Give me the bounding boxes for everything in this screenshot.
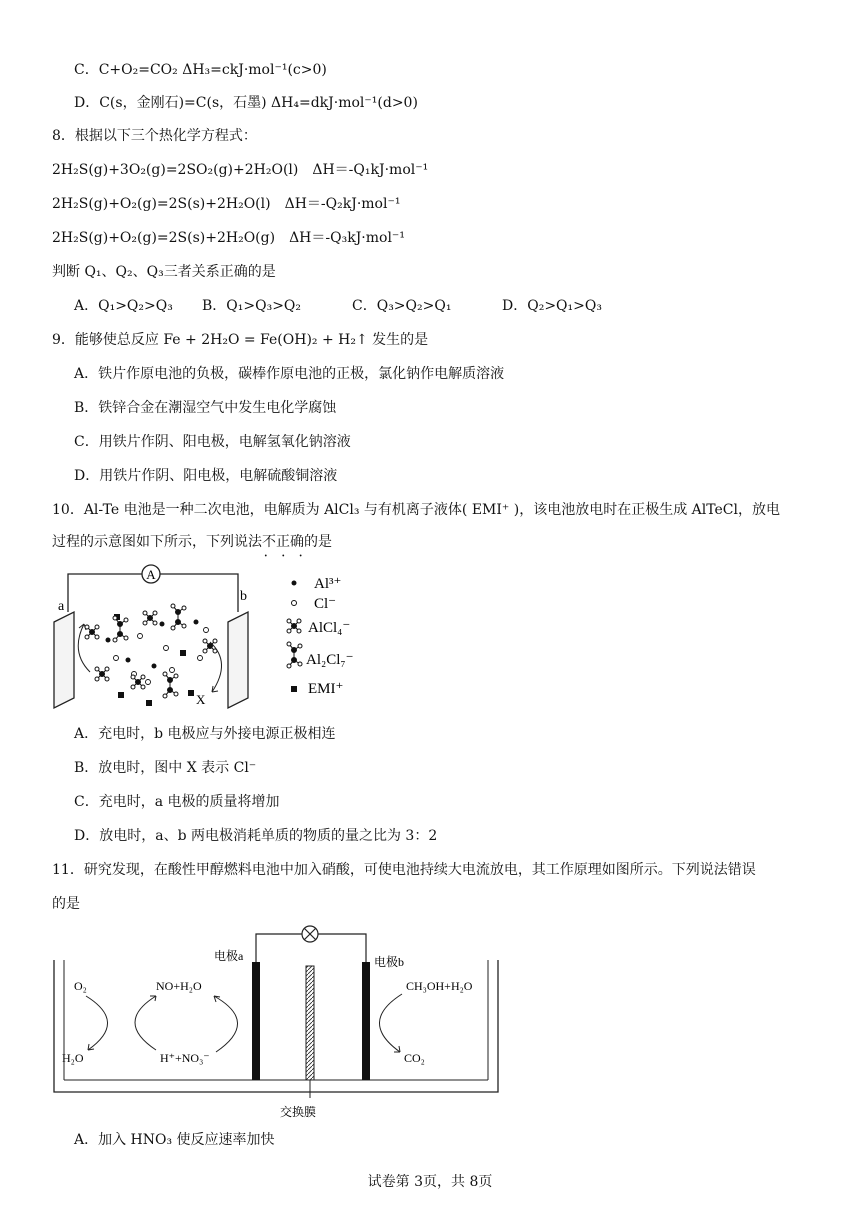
q11-option-a: A．加入 HNO₃ 使反应速率加快 [74, 1132, 275, 1148]
q8-equation-1: 2H₂S(g)+3O₂(g)=2SO₂(g)+2H₂O(l) ΔH＝-Q₁kJ·mol⁻¹ [52, 162, 429, 178]
methanol-fuel-cell-diagram [48, 922, 504, 1122]
electrode-a [252, 962, 260, 1080]
q10-emphasis: 不正确 • • • [262, 534, 304, 550]
q8-question: 判断 Q₁、Q₂、Q₃三者关系正确的是 [52, 264, 276, 280]
q8-option-d: D．Q₂>Q₁>Q₃ [502, 298, 602, 314]
electrode-a-label: 电极a [214, 949, 244, 963]
q9-stem: 9．能够使总反应 Fe + 2H₂O = Fe(OH)₂ + H₂↑ 发生的是 [52, 332, 429, 348]
q8-equation-3: 2H₂S(g)+O₂(g)=2S(s)+2H₂O(g) ΔH＝-Q₃kJ·mol⁻¹ [52, 230, 405, 246]
al-te-battery-diagram [50, 562, 370, 712]
q10-option-c: C．充电时，a 电极的质量将增加 [74, 794, 280, 810]
no-h2o-label: NO+H₂O [156, 979, 202, 993]
q7-option-c: C．C+O₂=CO₂ ΔH₃=ckJ·mol⁻¹(c>0) [74, 62, 327, 78]
electrode-b-label: 电极b [374, 955, 405, 969]
q8-option-b: B．Q₁>Q₃>Q₂ [202, 298, 302, 314]
membrane-label: 交换膜 [280, 1105, 317, 1119]
q8-option-c: C．Q₃>Q₂>Q₁ [352, 298, 452, 314]
electrode-b [228, 612, 248, 708]
q8-equation-2: 2H₂S(g)+O₂(g)=2S(s)+2H₂O(l) ΔH＝-Q₂kJ·mol⁻¹ [52, 196, 401, 212]
co2-label: CO₂ [404, 1051, 425, 1065]
ammeter-label: A [146, 567, 156, 582]
q9-option-b: B．铁锌合金在潮湿空气中发生电化学腐蚀 [74, 400, 337, 416]
q10-option-d: D．放电时，a、b 两电极消耗单质的物质的量之比为 3：2 [74, 828, 438, 844]
q9-option-d: D．用铁片作阴、阳电极，电解硫酸铜溶液 [74, 468, 338, 484]
legend-emi: EMI⁺ [308, 681, 344, 697]
q7-option-d: D．C(s，金刚石)=C(s，石墨) ΔH₄=dkJ·mol⁻¹(d>0) [74, 95, 418, 111]
q10-option-a: A．充电时，b 电极应与外接电源正极相连 [74, 726, 336, 742]
q10-stem-end: 的是 [304, 534, 332, 550]
o2-label: O₂ [74, 979, 87, 993]
legend-alcl4: AlCl₄⁻ [308, 620, 351, 636]
electrode-b [362, 962, 370, 1080]
q10-stem-text: 过程的示意图如下所示，下列说法 [52, 534, 262, 550]
q11-stem-line2: 的是 [52, 896, 80, 912]
electrode-b-label: b [240, 589, 247, 604]
legend-cl: Cl⁻ [314, 596, 337, 612]
q10-option-b: B．放电时，图中 X 表示 Cl⁻ [74, 760, 257, 776]
exchange-membrane [306, 966, 314, 1080]
electrode-a [54, 612, 74, 708]
q11-stem-line1: 11．研究发现，在酸性甲醇燃料电池中加入硝酸，可使电池持续大电流放电，其工作原理如图所示。下列说法错误 [52, 862, 756, 878]
h2o-label: H₂O [62, 1051, 84, 1065]
legend-al2cl7: Al₂Cl₇⁻ [306, 652, 354, 668]
q8-option-a: A．Q₁>Q₂>Q₃ [74, 298, 173, 314]
x-label: X [196, 692, 206, 707]
h-no3-label: H⁺+NO₃⁻ [160, 1051, 210, 1065]
page-footer: 试卷第 3页，共 8页 [367, 1174, 493, 1190]
ch3oh-label: CH₃OH+H₂O [406, 979, 473, 993]
electrode-a-label: a [58, 599, 65, 614]
q10-stem-line1: 10．Al-Te 电池是一种二次电池，电解质为 AlCl₃ 与有机离子液体( EMI⁺ )，该电池放电时在正极生成 AlTeCl，放电 [52, 502, 780, 518]
q9-option-c: C．用铁片作阴、阳电极，电解氢氧化钠溶液 [74, 434, 351, 450]
q10-stem-line2 [52, 532, 332, 552]
q9-option-a: A．铁片作原电池的负极，碳棒作原电池的正极，氯化钠作电解质溶液 [74, 366, 505, 382]
legend-al3: Al³⁺ [314, 576, 342, 592]
q8-stem: 8．根据以下三个热化学方程式： [52, 128, 257, 144]
